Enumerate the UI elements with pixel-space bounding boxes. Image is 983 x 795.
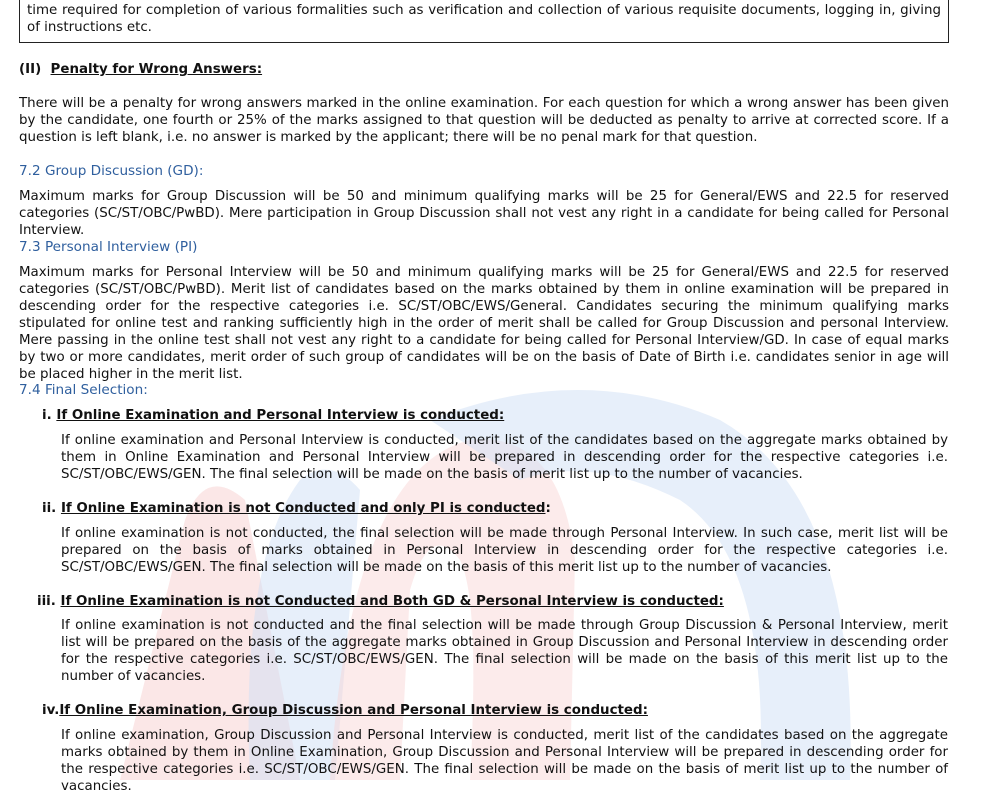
final-item-title xyxy=(42,702,648,719)
final-item-text: If online examination is not conducted, the final selection will be made through Personal Interview. In such case, merit list will be prepared on the basis of marks obtained in Personal Interview in descending order for the respective categories i.e. SC/ST/OBC/EWS/GEN. The final selection will be made on the basis of this merit list up to the number of vacancies. xyxy=(61,526,948,575)
gd-heading: 7.2 Group Discussion (GD): xyxy=(19,163,204,179)
final-item-title-text: If Online Examination and Personal Interview is conducted: xyxy=(56,408,505,423)
final-selection-heading: 7.4 Final Selection: xyxy=(19,382,148,398)
final-item-number: iv. xyxy=(42,703,60,718)
penalty-heading xyxy=(19,61,262,78)
final-item-title-text: If Online Examination, Group Discussion and Personal Interview is conducted: xyxy=(59,703,648,718)
bordered-note-box xyxy=(19,0,949,43)
pi-heading: 7.3 Personal Interview (PI) xyxy=(19,239,198,255)
note-text: time required for completion of various formalities such as verification and collection of various requisite documents, logging in, giving of instructions etc. xyxy=(27,3,941,35)
penalty-paragraph: There will be a penalty for wrong answers marked in the online examination. For each question for which a wrong answer has been given by the candidate, one fourth or 25% of the marks assigned to that question will be deducted as penalty to arrive at corrected score. If a question is left blank, i.e. no answer is marked by the applicant; there will be no penal mark for that question. xyxy=(19,96,949,145)
final-item-text: If online examination and Personal Interview is conducted, merit list of the candidates based on the aggregate marks obtained by them in Online Examination and Personal Interview will be prepared in descending order for the respective categories i.e. SC/ST/OBC/EWS/GEN. The final selection will be made on the basis of merit list up to the number of vacancies. xyxy=(61,433,948,482)
final-item-text: If online examination, Group Discussion and Personal Interview is conducted, merit list of the candidates based on the aggregate marks obtained by them in Online Examination, Group Discussion and Personal Interview will be prepared in descending order for the respective categories i.e. SC/ST/OBC/EWS/GEN. The final selection will be made on the basis of merit list up to the number of vacancies. xyxy=(61,728,948,794)
final-item-title-colon: : xyxy=(545,501,551,516)
final-item-title xyxy=(42,407,504,424)
final-item-title-text: If Online Examination is not Conducted and Both GD & Personal Interview is conducted: xyxy=(60,594,724,609)
penalty-title: Penalty for Wrong Answers: xyxy=(50,62,263,77)
penalty-number: (II) xyxy=(19,62,42,77)
final-item-text: If online examination is not conducted and the final selection will be made through Group Discussion & Personal Interview, merit list will be prepared on the basis of the aggregate marks obtained in Group Discussion and Personal Interview in descending order for the respective categories i.e. SC/ST/OBC/EWS/GEN. The final selection will be made on the basis of this merit list up to the number of vacancies. xyxy=(61,618,948,684)
pi-paragraph: Maximum marks for Personal Interview will be 50 and minimum qualifying marks will be 25 for General/EWS and 22.5 for reserved categories (SC/ST/OBC/PwBD). Merit list of candidates based on the marks obtained by them in online examination will be prepared in descending order for the respective categories i.e. SC/ST/OBC/EWS/General. Candidates securing the minimum qualifying marks stipulated for online test and ranking sufficiently high in the order of merit shall be called for Group Discussion and personal Interview. Mere passing in the online test shall not vest any right to a candidate for being called for Personal Interview/GD. In case of equal marks by two or more candidates, merit order of such group of candidates will be on the basis of Date of Birth i.e. candidates senior in age will be placed higher in the merit list. xyxy=(19,265,949,382)
final-item-number: iii. xyxy=(37,594,56,609)
gd-paragraph: Maximum marks for Group Discussion will be 50 and minimum qualifying marks will be 25 for General/EWS and 22.5 for reserved categories (SC/ST/OBC/PwBD). Mere participation in Group Discussion shall not vest any right in a candidate for being called for Personal Interview. xyxy=(19,189,949,238)
final-item-title xyxy=(37,593,724,610)
final-item-number: i. xyxy=(42,408,52,423)
final-item-number: ii. xyxy=(42,501,57,516)
final-item-title xyxy=(42,500,551,517)
final-item-title-text: If Online Examination is not Conducted and only PI is conducted xyxy=(60,501,546,516)
